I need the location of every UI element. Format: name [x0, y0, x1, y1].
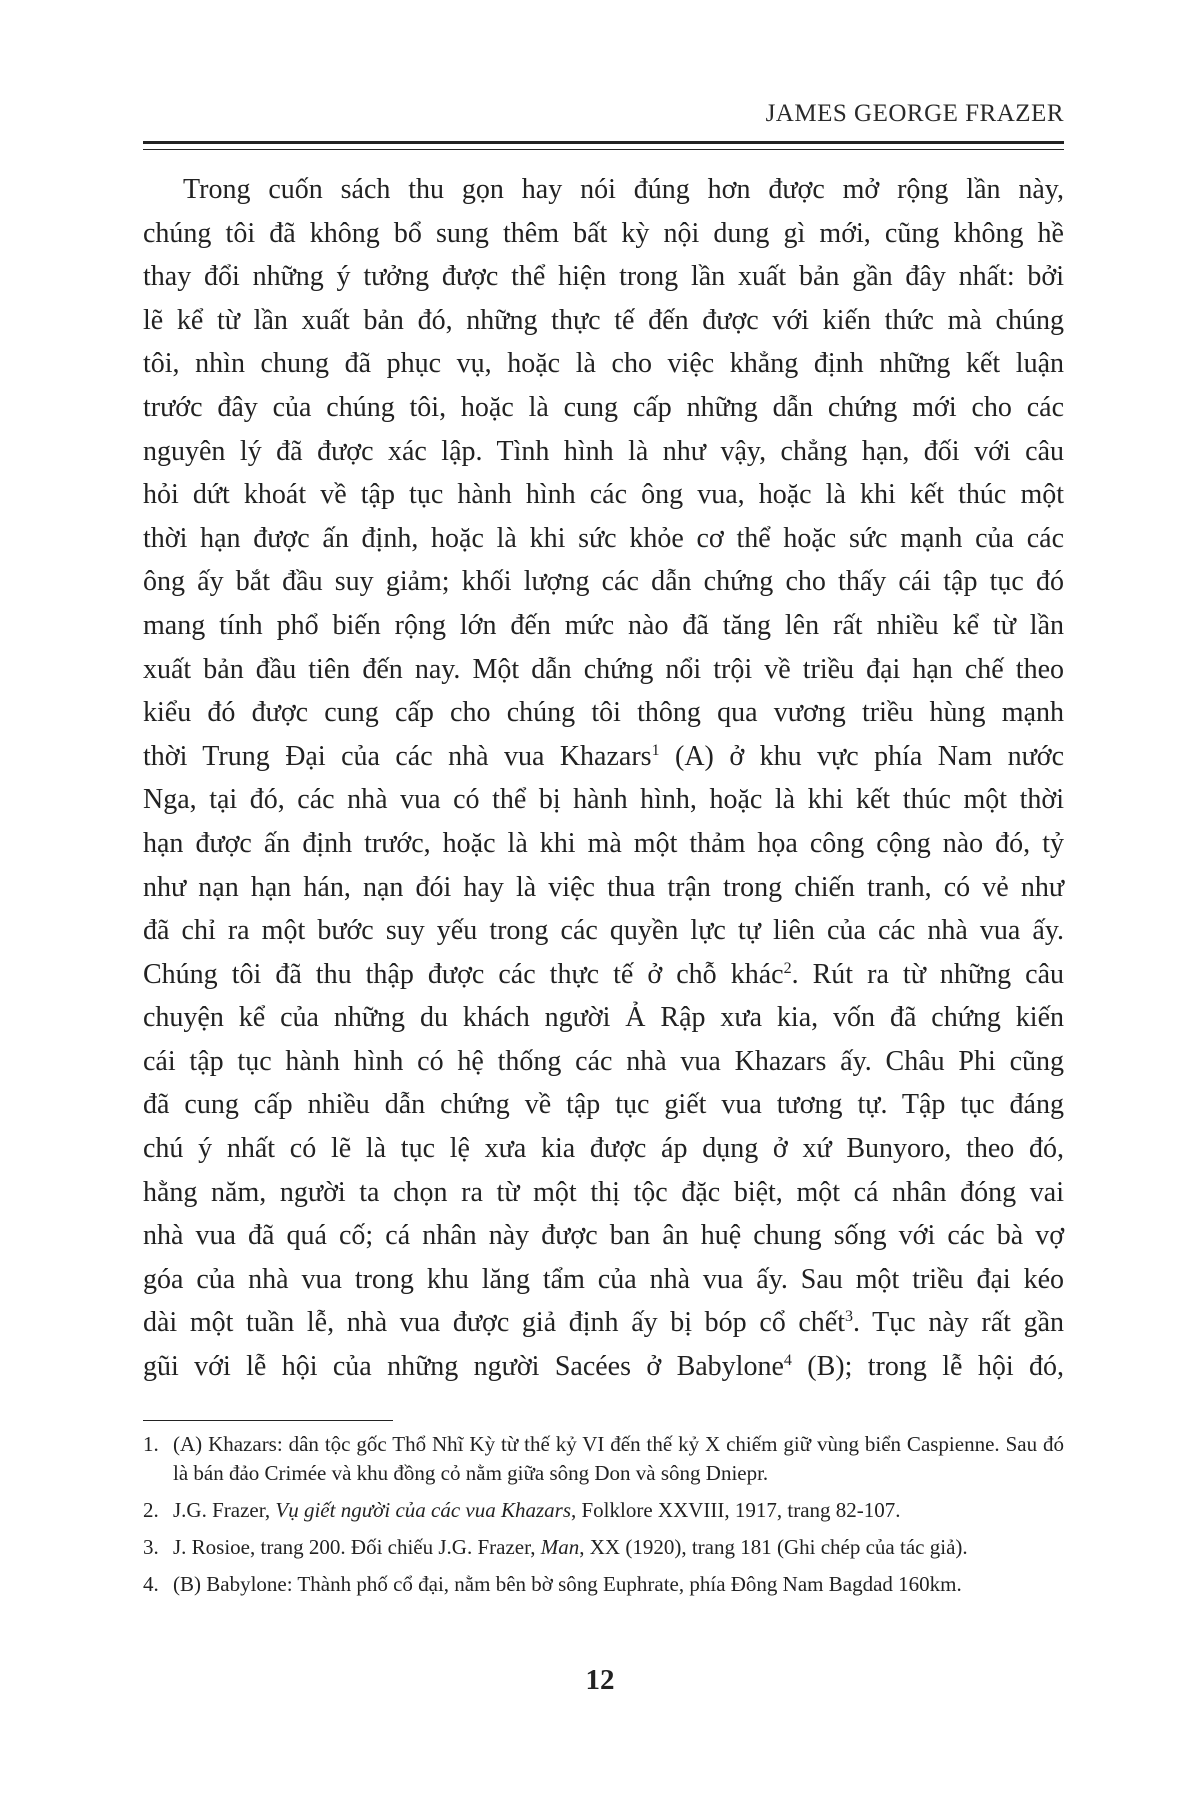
body-line: Nga, tại đó, các nhà vua có thể bị hành hình, hoặc là khi kết thúc một thời [143, 784, 1064, 816]
body-line-text: Chúng tôi đã thu thập được các thực tế ở chỗ khác [143, 958, 784, 990]
body-line: đã cung cấp nhiều dẫn chứng về tập tục giết vua tương tự. Tập tục đáng [143, 1089, 1064, 1121]
footnote-separator [143, 1420, 393, 1421]
footnote-text-part: J. Rosioe, trang 200. Đối chiếu J.G. Frazer, [173, 1535, 541, 1559]
body-line: chú ý nhất có lẽ là tục lệ xưa kia được áp dụng ở xứ Bunyoro, theo đó, [143, 1133, 1064, 1165]
body-line: thời hạn được ấn định, hoặc là khi sức khỏe cơ thể hoặc sức mạnh của các [143, 522, 1064, 554]
body-line: góa của nhà vua trong khu lăng tẩm của nhà vua ấy. Sau một triều đại kéo [143, 1263, 1064, 1295]
body-line: nguyên lý đã được xác lập. Tình hình là như vậy, chẳng hạn, đối với câu [143, 435, 1064, 467]
footnote-item [143, 1430, 1064, 1488]
header-rule-thin [143, 149, 1064, 150]
footnote-ref[interactable]: 2 [783, 959, 792, 977]
body-line-text: . Rút ra từ những câu [791, 958, 1064, 990]
footnote-text-part: J.G. Frazer, [173, 1498, 276, 1522]
body-line: hằng năm, người ta chọn ra từ một thị tộc đặc biệt, một cá nhân đóng vai [143, 1176, 1064, 1208]
body-line [143, 735, 1064, 779]
footnote-title: Vụ giết người của các vua Khazars [275, 1498, 571, 1522]
body-line: xuất bản đầu tiên đến nay. Một dẫn chứng nổi trội về triều đại hạn chế theo [143, 653, 1064, 685]
body-line-text: (B); trong lễ hội đó, [791, 1351, 1064, 1383]
footnote-title: Man [540, 1535, 580, 1559]
body-line: ông ấy bắt đầu suy giảm; khối lượng các dẫn chứng cho thấy cái tập tục đó [143, 566, 1064, 598]
footnote-ref[interactable]: 3 [845, 1308, 854, 1326]
footnote-number: 1. [143, 1432, 159, 1456]
footnote-text [173, 1496, 1064, 1525]
footnote-text-part: , XX (1920), trang 181 (Ghi chép của tác giả). [579, 1535, 968, 1559]
footnote-ref[interactable]: 4 [783, 1352, 792, 1370]
body-line: Trong cuốn sách thu gọn hay nói đúng hơn được mở rộng lần này, [183, 174, 1064, 205]
page-number: 12 [585, 1664, 615, 1696]
body-line: hỏi dứt khoát về tập tục hành hình các ông vua, hoặc là khi kết thúc một [143, 479, 1064, 511]
body-line: thay đổi những ý tưởng được thể hiện trong lần xuất bản gần đây nhất: bởi [143, 261, 1064, 293]
body-line-text: . Tục này rất gần [853, 1307, 1065, 1339]
body-line: kiểu đó được cung cấp cho chúng tôi thông qua vương triều hùng mạnh [143, 697, 1064, 729]
footnote-text: (A) Khazars: dân tộc gốc Thổ Nhĩ Kỳ từ thế kỷ VI đến thế kỷ X chiếm giữ vùng biển Caspienne. Sau đó là bán đảo Crimée và khu đồng cỏ nằm giữa sông Don và sông Dniepr. [173, 1432, 1064, 1485]
body-line: như nạn hạn hán, nạn đói hay là việc thua trận trong chiến tranh, có vẻ như [143, 871, 1064, 903]
body-line: tôi, nhìn chung đã phục vụ, hoặc là cho việc khẳng định những kết luận [143, 348, 1064, 380]
footnote-ref[interactable]: 1 [651, 741, 660, 759]
body-line: mang tính phổ biến rộng lớn đến mức nào đã tăng lên rất nhiều kể từ lần [143, 609, 1064, 641]
body-text [143, 168, 1064, 1389]
body-line [143, 1301, 1064, 1345]
footnote-item [143, 1533, 1064, 1562]
body-line-text: thời Trung Đại của các nhà vua Khazars [143, 740, 652, 772]
footnote-text [173, 1533, 1064, 1562]
body-line: nhà vua đã quá cố; cá nhân này được ban ân huệ chung sống với các bà vợ [143, 1220, 1064, 1252]
body-line: chuyện kể của những du khách người Ả Rập xưa kia, vốn đã chứng kiến [143, 1002, 1064, 1034]
footnote-item [143, 1496, 1064, 1525]
footnote-number: 4. [143, 1572, 159, 1596]
body-line [143, 953, 1064, 997]
header-rule-thick [143, 141, 1064, 144]
body-line-text: (A) ở khu vực phía Nam nước [659, 740, 1064, 772]
body-line: trước đây của chúng tôi, hoặc là cung cấp những dẫn chứng mới cho các [143, 391, 1064, 423]
footnote-number: 3. [143, 1535, 159, 1559]
body-line: đã chỉ ra một bước suy yếu trong các quyền lực tự liên của các nhà vua ấy. [143, 915, 1064, 947]
footnote-item [143, 1570, 1064, 1599]
body-line: hạn được ấn định trước, hoặc là khi mà một thảm họa công cộng nào đó, tỷ [143, 827, 1064, 859]
body-line: cái tập tục hành hình có hệ thống các nhà vua Khazars ấy. Châu Phi cũng [143, 1045, 1064, 1077]
footnote-number: 2. [143, 1498, 159, 1522]
body-line: lẽ kể từ lần xuất bản đó, những thực tế đến được với kiến thức mà chúng [143, 304, 1064, 336]
body-line: chúng tôi đã không bổ sung thêm bất kỳ nội dung gì mới, cũng không hề [143, 217, 1064, 249]
running-header: JAMES GEORGE FRAZER [765, 100, 1064, 127]
body-line [143, 1345, 1064, 1389]
body-line-text: gũi với lễ hội của những người Sacées ở Babylone [143, 1351, 784, 1383]
footnotes [143, 1430, 1064, 1607]
body-line-text: dài một tuần lễ, nhà vua được giả định ấy bị bóp cổ chết [143, 1307, 846, 1339]
footnote-text-part: , Folklore XXVIII, 1917, trang 82-107. [571, 1498, 901, 1522]
footnote-text: (B) Babylone: Thành phố cổ đại, nằm bên bờ sông Euphrate, phía Đông Nam Bagdad 160km. [173, 1572, 962, 1596]
